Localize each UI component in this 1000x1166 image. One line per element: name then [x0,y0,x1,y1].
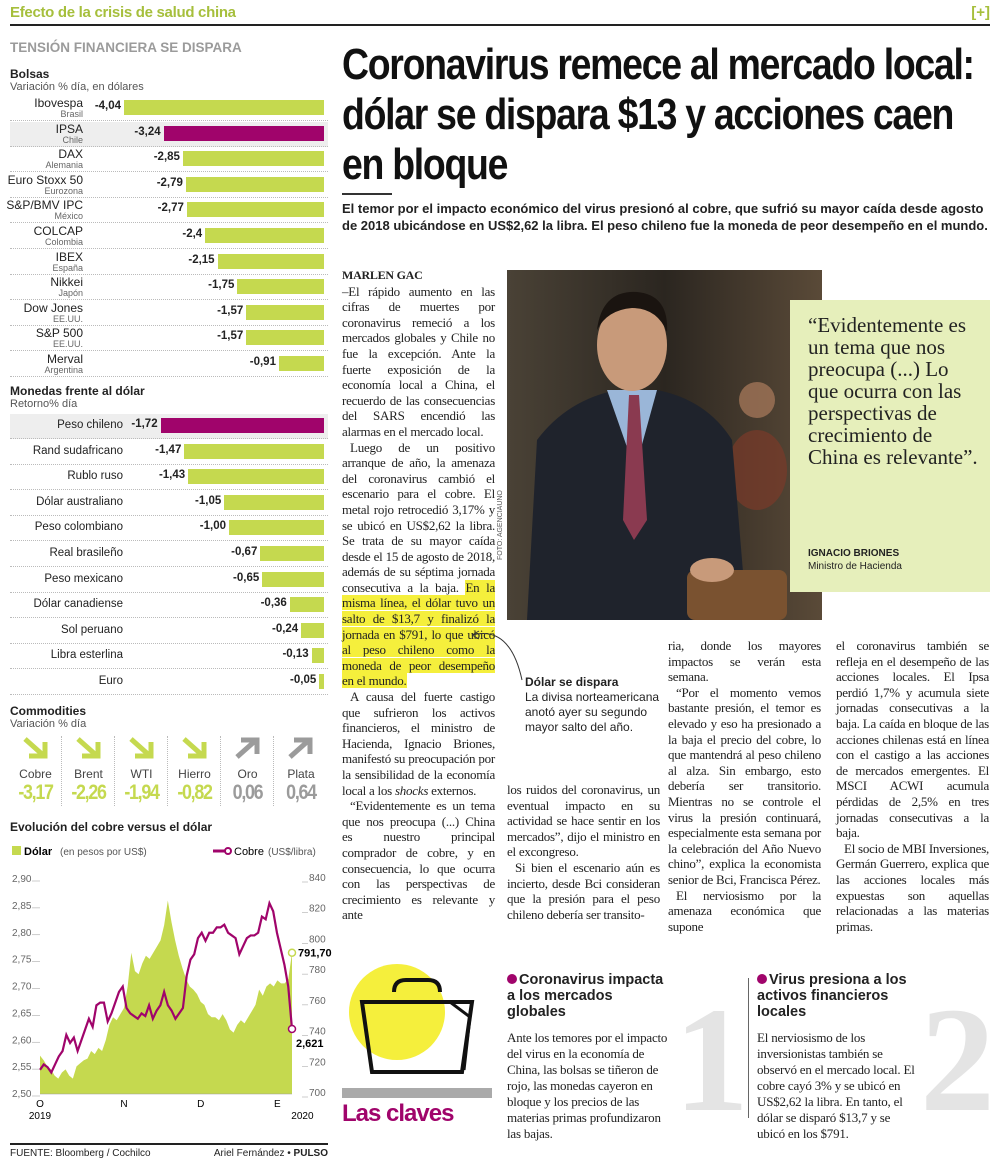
bar-row [10,568,328,593]
article-column-2 [507,782,660,922]
paragraph: el coronavirus también se refleja en el desempeño de las acciones locales. El Ipsa perdió 1,7% y acumula siete jornadas consecutivas a la baja. La caída en bloque de las acciones chilenas está en línea con el castigo a las acciones de mercados emergentes. El MSCI ACWI acumula pérdidas de 2,5% en tres jornadas consecutivas a la baja. [836,638,989,841]
monedas-chart [10,414,328,696]
bar-row [10,326,328,351]
right-axis-tick: 740 [309,1026,326,1038]
x-axis-year: 2019 [28,1111,52,1122]
cobre-end-label: 2,621 [296,1037,324,1050]
quote-author: IGNACIO BRIONES [808,548,900,559]
bar [186,177,324,192]
bar-label: Dólar australiano [36,495,123,508]
x-axis-tick: N [120,1099,128,1110]
bar [262,572,324,587]
bar-row [10,440,328,465]
bar-sublabel: México [54,211,83,222]
bar-sublabel: EE.UU. [52,313,83,324]
bar-row [10,644,328,669]
dolar-end-label: 791,70 [298,947,332,960]
commodities-panel [10,736,328,812]
bar-row [10,593,328,618]
left-axis-tick: 2,50 [12,1089,32,1100]
bar-row [10,275,328,300]
paragraph-text: Luego de un positivo arranque de año, la amenaza del coronavirus cambió el escenario para el cobre. El metal rojo retrocedió 3,17% y se ubicó en US$2,62 la libra. Se trata de su mayor caída desde el 15 de agosto de 2018, además de su séptima jornada consecutiva a la baja. [342,439,495,595]
left-axis-tick: 2,90 [12,874,32,885]
left-axis-tick: 2,85 [12,900,32,912]
bar-sublabel: EE.UU. [52,339,83,350]
graphic-credit: Ariel Fernández [213,1148,285,1159]
right-axis-tick: 800 [309,934,326,946]
clave-item-2 [757,972,915,1142]
legend-note-cobre: (US$/libra) [268,847,316,858]
paragraph: los ruidos del coronavirus, un eventual impacto en su actividad se hace sentir en los mercados”, dijo el ministro en el excongreso. [507,782,660,860]
bar [218,254,324,269]
bullet-dot-icon [507,974,517,984]
left-axis-tick: 2,75 [12,954,32,966]
bar [301,623,324,638]
left-axis-tick: 2,70 [12,981,32,993]
divider [342,193,392,195]
bar [312,648,324,663]
bar-row [10,352,328,377]
monedas-subtitle: Retorno% día [10,398,78,410]
arrow-up-right-icon [286,736,316,760]
bar-value: -0,65 [233,571,260,584]
bar-row [6,198,328,223]
paragraph: ria, donde los mayores impactos se verán esta semana. [668,638,821,685]
commodity-name: Brent [74,767,103,781]
bar-value: -1,72 [131,418,158,430]
bar-value: -1,57 [217,304,244,317]
bar-value: -2,77 [157,202,184,215]
bar-sublabel: España [52,262,83,273]
brand: PULSO [293,1148,328,1159]
callout [525,675,660,735]
bolsas-chart [6,96,328,378]
paragraph [342,689,495,798]
left-axis-tick: 2,55 [12,1062,32,1074]
commodities-subtitle: Variación % día [10,718,87,730]
commodity-name: Oro [237,767,258,781]
commodity-name: Plata [287,767,315,781]
bar-label: Dow Jones EE.UU. [23,300,83,324]
copper-vs-dollar-chart [10,834,332,1134]
right-axis-tick: 840 [309,873,326,884]
commodity-value: -2,26 [71,781,106,804]
bar-label: DAX Alemania [45,147,83,171]
line-chart-title: Evolución del cobre versus el dólar [10,820,213,834]
legend-swatch-dolar [12,846,21,855]
arrow-up-right-icon [233,736,263,760]
photo-credit: FOTO: AGENCIAUNO [497,490,504,560]
bar-row [10,250,328,275]
legend-label-cobre: Cobre [234,846,264,858]
bar-row [10,465,328,490]
quote-author-role: Ministro de Hacienda [808,561,902,572]
bar-label: Peso colombiano [34,521,123,534]
bar-row [10,619,328,644]
x-axis-tick: O [36,1099,44,1110]
commodity-name: Hierro [178,767,211,781]
bar-row [10,414,328,439]
commodity-oro [222,736,274,806]
bar [290,597,324,612]
paragraph: “Por el momento vemos bastante presión, el temor es elevado y eso ha presionado a la baja el precio del cobre, lo que mantendrá al peso chileno al alza. Sin embargo, esto debería ser transitorio. Mientras no se controle el virus la presión continuará, especialmente esta semana por la celebración del Año Nuevo chino”, explica la economista senior de Bci, Francisca Pérez. [668,684,821,887]
clave-title: Coronavirus impacta a los mercados globales [507,972,664,1020]
bar [246,305,324,320]
right-axis-tick: 700 [309,1088,326,1099]
bar-row [10,491,328,516]
commodity-wti [116,736,168,806]
bar-row [10,147,328,172]
arrow-down-right-icon [180,736,210,760]
bar-value: -1,43 [158,469,186,482]
bar-row [7,172,328,198]
left-axis-tick: 2,65 [12,1008,32,1020]
paragraph: –El rápido aumento en las cifras de muertes por coronavirus remeció a los mercados globales y Chile no fue la excepción. Ante la fuerte exposición de la economía local a China, el recuerdo de las consecuencias del SARS encendió las alarmas en el mercado local. [342,283,495,439]
monedas-title: Monedas frente al dólar [10,384,145,398]
paragraph: El socio de MBI Inversiones, Germán Guerrero, explica que las acciones locales más expuestas son aquellas relacionadas a las materias primas. [836,840,990,934]
bar-label: Euro [98,675,123,687]
dolar-end-marker [289,949,296,956]
bar [187,202,324,217]
big-number-2: 2 [920,977,995,1143]
arrow-down-right-icon [127,736,157,760]
bar-value: -0,13 [282,648,309,661]
quote-text: “Evidentemente es un tema que nos preocupa (...) Lo que ocurra con las perspectivas de crecimiento de China es relevante”. [808,313,978,469]
bar-sublabel: Colombia [44,237,83,247]
article-column-3 [668,638,821,934]
clave-title: Virus presiona a los activos financieros locales [757,972,907,1020]
bar [184,444,324,459]
bar-label: Rand sudafricano [32,444,123,457]
arrow-down-right-icon [74,736,104,760]
left-axis-tick: 2,60 [12,1035,32,1047]
bar-row [10,224,328,249]
bar-label: Merval Argentina [44,352,83,375]
section-header [10,4,990,26]
claves-title: Las claves [342,1100,454,1127]
commodity-name: Cobre [19,767,52,781]
section-title: Efecto de la crisis de salud china [10,4,236,21]
commodity-value: -1,94 [124,781,159,804]
commodity-cobre [10,736,62,806]
clave-item-1 [507,972,669,1142]
clave-text: El nerviosismo de los inversionistas también se observó en el mercado local. El cobre cayó 3% y se ubicó en US$2,62 la libra. En tanto, el dólar se disparó $13,7 y se ubicó en los $791. [757,1030,915,1141]
bar [229,520,324,535]
right-axis-tick: 820 [309,903,326,915]
callout-arrow [470,625,530,685]
bar-value: -4,04 [94,100,122,112]
bar-row [10,670,328,695]
bar-label: Nikkei Japón [50,275,83,299]
bar-label: Euro Stoxx 50 Eurozona [7,172,83,196]
commodity-name: WTI [130,767,153,781]
bar-value: -2,15 [188,253,215,266]
bar-value: -2,4 [182,228,203,240]
bar-row [10,96,328,121]
bar-label: Peso chileno [57,419,123,431]
commodity-value: 0,06 [232,781,263,804]
headline: Coronavirus remece al mercado local: dólar se dispara $13 y acciones caen en bloque [342,40,974,189]
deck: El temor por el impacto económico del virus presionó al cobre, que sufrió su mayor caída desde agosto de 2018 ubicándose en US$2,62 la libra. El peso chileno fue la moneda de peor desempeño en el mundo. [342,201,988,233]
bar-label: IBEX España [52,249,83,273]
right-axis-tick: 760 [309,995,326,1007]
bar-row [10,542,328,567]
legend-label-dolar: Dólar [24,846,53,858]
left-axis-tick: 2,80 [12,927,32,939]
bolsas-title: Bolsas [10,67,50,81]
bar [246,330,324,345]
paragraph-text: A causa del fuerte castigo que sufrieron los activos financieros, el ministro de Hacienda, Ignacio Briones, manifestó su preocupación por la sensibilidad de la economía local a los [342,689,495,798]
bar-row [10,122,328,147]
bar-label: S&P 500 EE.UU. [35,326,83,350]
bar-label: IPSA Chile [55,121,83,145]
commodity-brent [63,736,115,806]
bar-row [10,516,328,541]
bar-sublabel: Brasil [60,109,83,119]
bar [188,469,324,484]
infographic-footer: FUENTE: Bloomberg / Cochilco Ariel Fernández • PULSO [10,1143,328,1159]
big-number-1: 1 [674,977,749,1143]
x-axis-year: 2020 [291,1111,314,1122]
bar [161,418,324,433]
source: FUENTE: Bloomberg / Cochilco [10,1148,151,1159]
bar [224,495,324,510]
right-axis-tick: 780 [309,965,326,977]
cobre-end-marker [289,1025,296,1032]
bar-label: COLCAP Colombia [33,224,83,247]
article-column-1 [342,268,495,923]
bar-value: -1,75 [208,279,235,292]
commodity-value: 0,64 [286,781,316,804]
bar [279,356,324,371]
bar-label: S&P/BMV IPC México [6,198,83,222]
bar-sublabel: Eurozona [44,185,83,196]
highlighted-text: En la misma línea, el dólar tuvo un salto de $13,7 y finalizó la jornada en $791, lo que ubicó al peso chileno como la moneda de peor desempeño en el mundo. [342,579,495,689]
bar-label: Sol peruano [60,623,123,636]
commodity-hierro [169,736,221,806]
bar-sublabel: Japón [58,288,83,299]
legend-marker-cobre [225,848,231,854]
bar-value: -2,79 [156,176,183,189]
bar-value: -0,67 [231,546,258,558]
bar-row [10,301,328,326]
callout-text: La divisa norteamericana anotó ayer su segundo mayor salto del año. [525,690,660,734]
bar-value: -0,24 [271,622,299,635]
bar [164,126,324,141]
bar-value: -1,05 [195,494,222,507]
bolsas-subtitle: Variación % día, en dólares [10,81,144,93]
article-column-4 [836,638,989,934]
bar [319,674,324,689]
paragraph: El nerviosismo por la amenaza económica que supone [668,887,821,934]
bar [183,151,324,166]
bullet-dot-icon [757,974,767,984]
clave-text: Ante los temores por el impacto del virus en la economía de China, las bolsas se tiñeron de rojo, las monedas cayeron en bloque y los precios de las materias primas profundizaron las bajas. [507,1030,668,1141]
bar-sublabel: Chile [62,134,83,145]
bar-label: Peso mexicano [44,572,123,585]
infographic-title: TENSIÓN FINANCIERA SE DISPARA [10,40,242,55]
bar-value: -1,47 [155,443,182,456]
expand-button[interactable]: [+] [971,4,990,21]
claves-box [342,962,492,1132]
bar-value: -1,57 [217,330,244,343]
bar-value: -0,36 [260,597,287,610]
bar [237,279,324,294]
callout-title: Dólar se dispara [525,675,619,689]
x-axis-tick: D [197,1099,205,1110]
pull-quote [790,300,990,592]
bar-value: -0,05 [290,674,317,686]
bar-label: Real brasileño [49,547,123,559]
right-axis-tick: 720 [309,1057,326,1069]
paragraph: Si bien el escenario aún es incierto, desde Bci consideran que la presión para el peso chileno debería ser transito- [507,859,660,922]
commodity-value: -0,82 [177,781,212,804]
bar-sublabel: Argentina [44,365,83,375]
x-axis-tick: E [274,1099,281,1110]
legend-note-dolar: (en pesos por US$) [60,847,147,858]
paragraph-text: externos. [428,782,477,798]
bar-sublabel: Alemania [45,160,83,171]
bar-label: Libra esterlina [50,649,123,662]
bar [205,228,324,243]
portrait-illustration [507,270,822,620]
emphasis: shocks [394,782,429,798]
bar-value: -1,00 [199,520,226,533]
commodities-title: Commodities [10,704,87,718]
bar-label: Rublo ruso [67,470,123,483]
commodity-plata [275,736,327,806]
bar [124,100,324,115]
bar-value: -2,85 [153,151,180,164]
paragraph: “Evidentemente es un tema que nos preocupa (...) China es nuestro principal comprador de cobre, y en consecuencia, lo que ocurra con las perspectivas de crecimiento es relevante y ante [342,798,495,923]
bar-label: Ibovespa Brasil [34,96,83,119]
bar-label: Dólar canadiense [33,598,123,611]
byline: MARLEN GAC [342,268,423,282]
bar-value: -3,24 [134,125,161,138]
bar-value: -0,91 [249,356,276,368]
commodity-value: -3,17 [18,781,53,804]
bar [260,546,324,561]
photo-ignacio-briones [507,270,822,620]
infographic [6,40,332,1134]
arrow-down-right-icon [21,736,51,760]
